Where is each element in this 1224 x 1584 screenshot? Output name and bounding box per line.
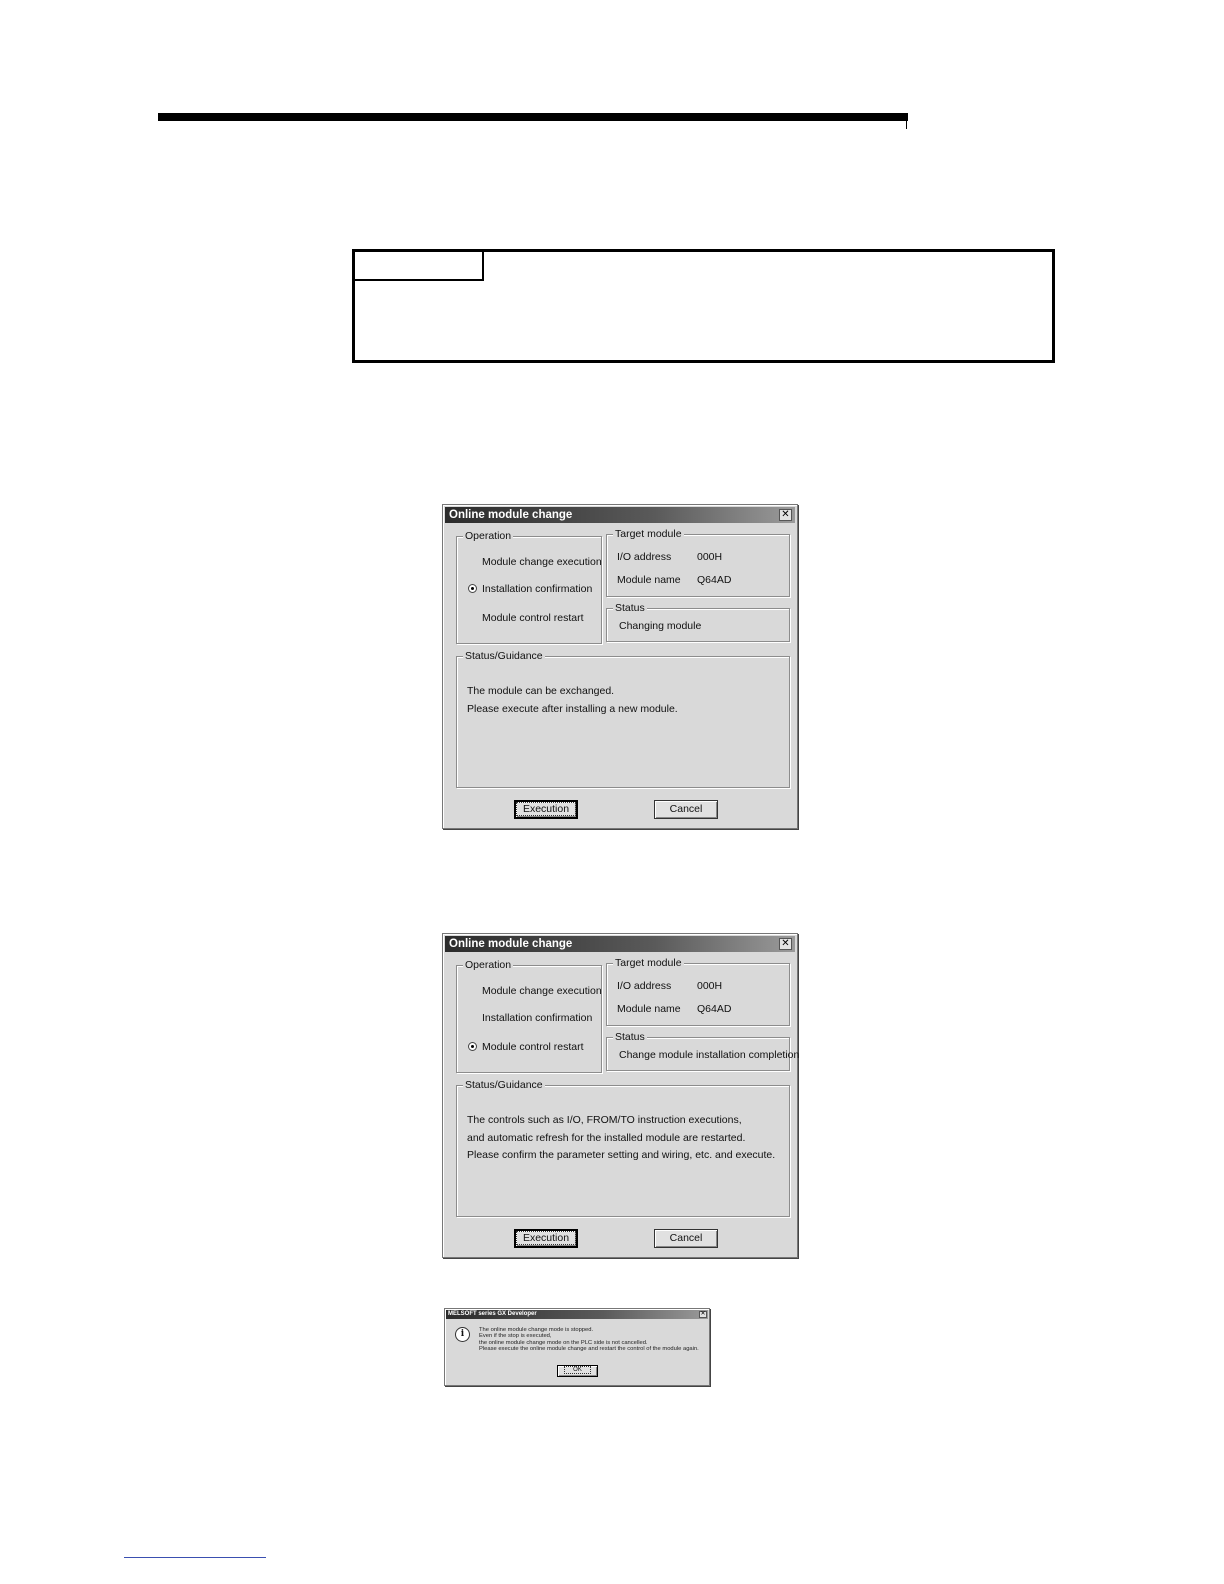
status-guidance-legend: Status/Guidance [465,1079,543,1091]
status-legend: Status [615,1031,645,1043]
ok-button[interactable] [557,1365,598,1377]
io-address-value: 000H [697,551,723,563]
execution-button[interactable] [514,800,578,819]
status-guidance-legend: Status/Guidance [465,650,543,662]
guidance-line: The module can be exchanged. [467,685,615,697]
cancel-button-label: Cancel [669,803,703,815]
operation-legend: Operation [465,530,512,542]
operation-option-module-control-restart[interactable]: Module control restart [482,1041,584,1053]
status-value: Changing module [619,620,702,632]
module-name-value: Q64AD [697,574,732,586]
close-icon[interactable]: ✕ [779,938,792,950]
dialog-titlebar[interactable] [445,936,795,952]
ok-button-label: OK [565,1367,590,1373]
cancel-button[interactable] [654,800,718,819]
guidance-line: and automatic refresh for the installed module are restarted. [467,1132,746,1144]
operation-legend: Operation [465,959,512,971]
status-guidance-group [456,1079,790,1217]
status-group [606,1031,800,1071]
guidance-line: Please confirm the parameter setting and wiring, etc. and execute. [467,1149,776,1161]
message-box-title: MELSOFT series GX Developer [448,1311,537,1317]
footer-link-underline [124,1557,266,1558]
operation-option-installation-confirmation[interactable]: Installation confirmation [482,583,593,595]
radio-installation-confirmation[interactable] [468,584,477,593]
guidance-line: The controls such as I/O, FROM/TO instruction executions, [467,1114,742,1126]
operation-group [456,530,602,644]
target-module-legend: Target module [615,957,682,969]
status-value: Change module installation completion [619,1049,800,1061]
guidance-line: Please execute after installing a new module. [467,703,678,715]
io-address-label: I/O address [617,980,672,992]
cancel-button[interactable] [654,1229,718,1248]
header-rule [158,113,908,121]
header-rule-tick [906,121,907,129]
operation-option-module-change-execution[interactable]: Module change execution [482,985,602,997]
note-box-tab [355,252,484,281]
note-box [352,249,1055,363]
execution-button-label: Execution [517,1232,575,1244]
execution-button[interactable] [514,1229,578,1248]
operation-group [456,959,602,1073]
info-icon: i [455,1327,470,1342]
message-line: Please execute the online module change and restart the control of the module again. [479,1346,699,1352]
radio-module-control-restart[interactable] [468,1042,477,1051]
status-legend: Status [615,602,645,614]
status-group [606,602,790,642]
close-icon[interactable]: ✕ [779,509,792,521]
dialog-titlebar[interactable] [445,507,795,523]
gx-developer-message-box [444,1308,710,1386]
status-guidance-group [456,650,790,788]
dialog-title: Online module change [449,509,573,521]
target-module-group [606,957,790,1026]
close-icon[interactable]: ✕ [700,1311,706,1317]
online-module-change-dialog-2 [442,933,798,1258]
operation-option-module-change-execution[interactable]: Module change execution [482,556,602,568]
dialog-title: Online module change [449,938,573,950]
message-line: the online module change mode on the PLC side is not cancelled. [479,1340,648,1346]
io-address-label: I/O address [617,551,672,563]
execution-button-label: Execution [517,803,575,815]
io-address-value: 000H [697,980,723,992]
operation-option-installation-confirmation[interactable]: Installation confirmation [482,1012,593,1024]
online-module-change-dialog-1 [442,504,798,829]
target-module-legend: Target module [615,528,682,540]
target-module-group [606,528,790,597]
operation-option-module-control-restart[interactable]: Module control restart [482,612,584,624]
message-box-titlebar[interactable] [446,1310,708,1319]
cancel-button-label: Cancel [669,1232,703,1244]
message-line: Even if the stop is executed, [479,1333,552,1339]
message-line: The online module change mode is stopped. [479,1327,594,1333]
module-name-label: Module name [617,1003,681,1015]
module-name-value: Q64AD [697,1003,732,1015]
module-name-label: Module name [617,574,681,586]
